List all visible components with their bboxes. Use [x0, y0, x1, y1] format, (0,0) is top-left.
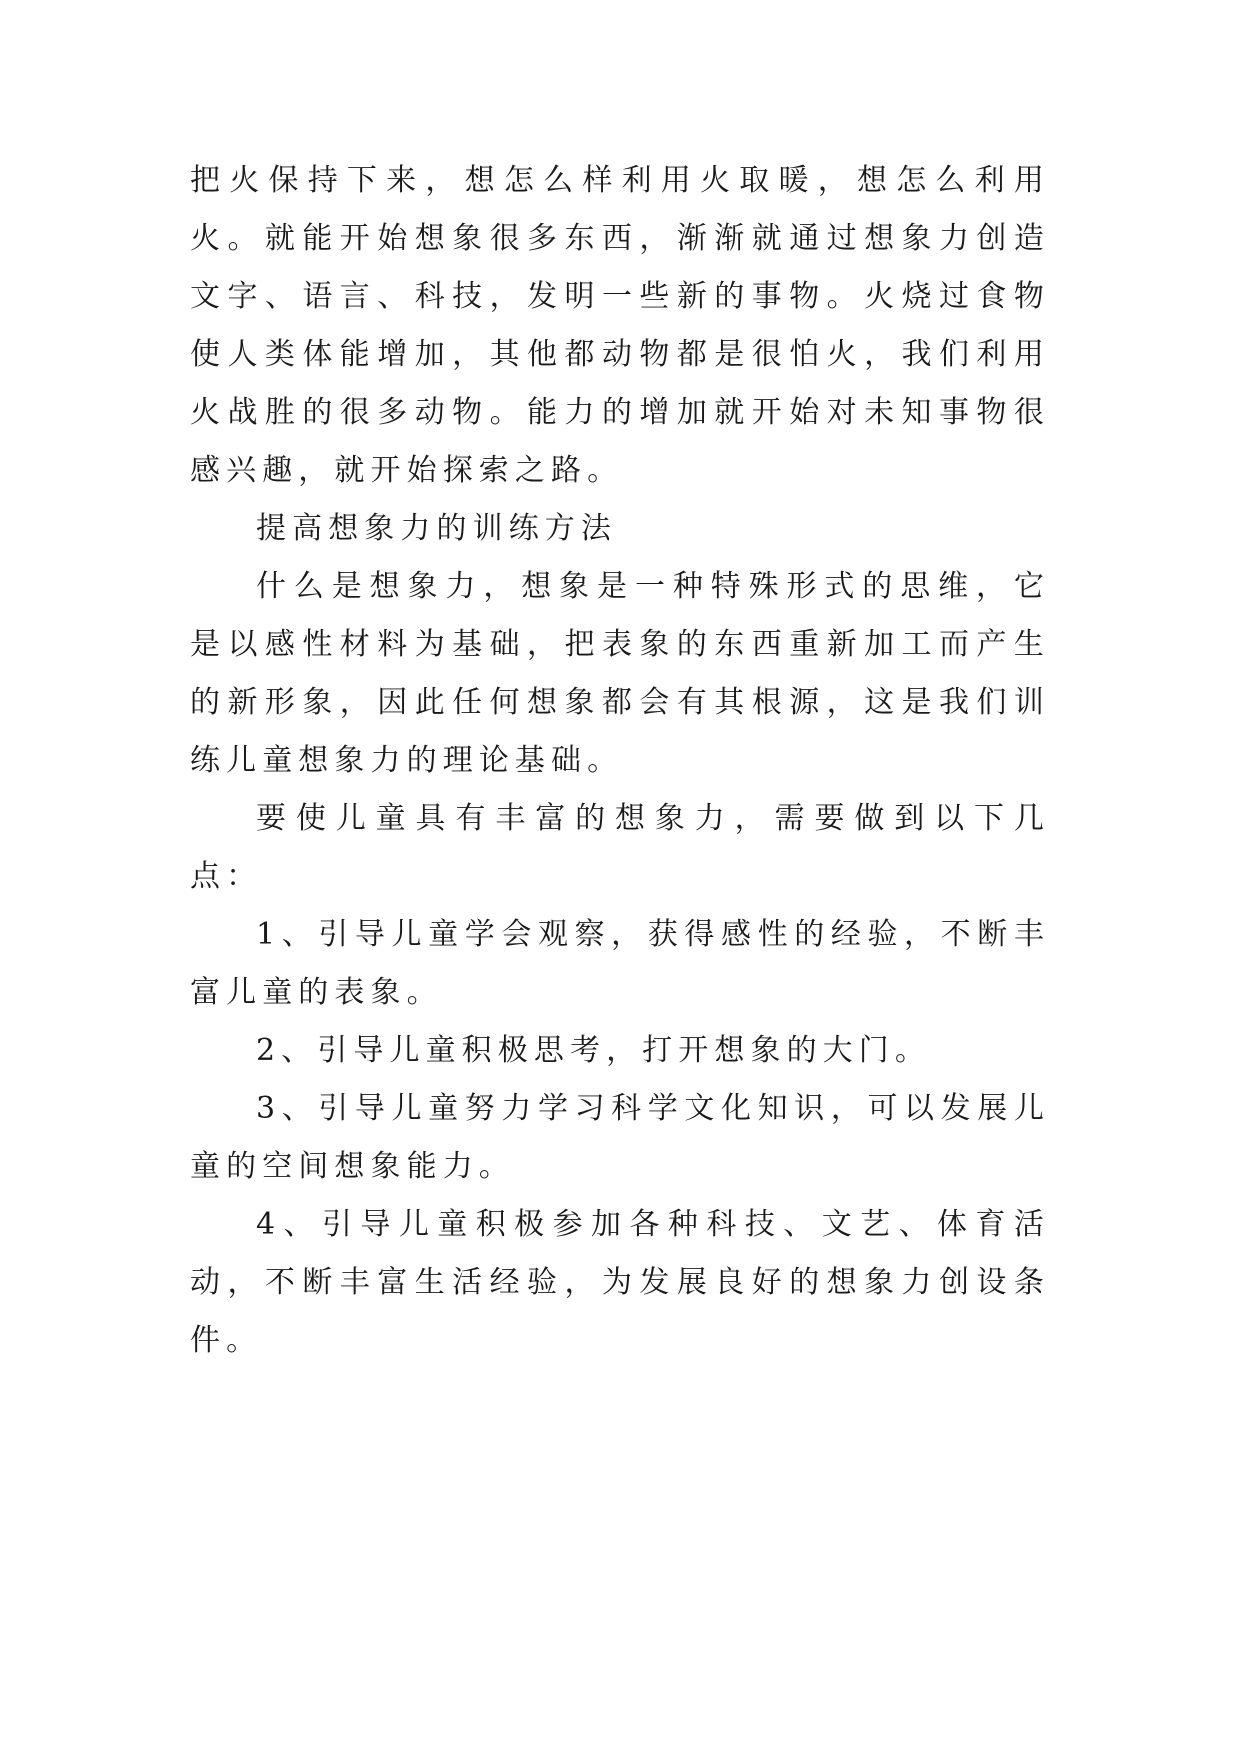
list-item-3: 3、引导儿童努力学习科学文化知识，可以发展儿童的空间想象能力。 [190, 1091, 1050, 1184]
document-body [190, 152, 1050, 1370]
list-item-4: 4、引导儿童积极参加各种科技、文艺、体育活动，不断丰富生活经验，为发展良好的想象力创设条件。 [190, 1207, 1050, 1358]
section-heading: 提高想象力的训练方法 [256, 511, 617, 546]
paragraph-continuation: 把火保持下来，想怎么样利用火取暖，想怎么利用火。就能开始想象很多东西，渐渐就通过想象力创造文字、语言、科技，发明一些新的事物。火烧过食物使人类体能增加，其他都动物都是很怕火，我们利用火战胜的很多动物。能力的增加就开始对未知事物很感兴趣，就开始探索之路。 [190, 163, 1050, 488]
list-item-2: 2、引导儿童积极思考，打开想象的大门。 [256, 1033, 931, 1068]
paragraph-definition: 什么是想象力，想象是一种特殊形式的思维，它是以感性材料为基础，把表象的东西重新加工而产生的新形象，因此任何想象都会有其根源，这是我们训练儿童想象力的理论基础。 [190, 569, 1050, 778]
paragraph-intro-list: 要使儿童具有丰富的想象力，需要做到以下几点： [190, 801, 1050, 894]
list-item-1: 1、引导儿童学会观察，获得感性的经验，不断丰富儿童的表象。 [190, 917, 1050, 1010]
